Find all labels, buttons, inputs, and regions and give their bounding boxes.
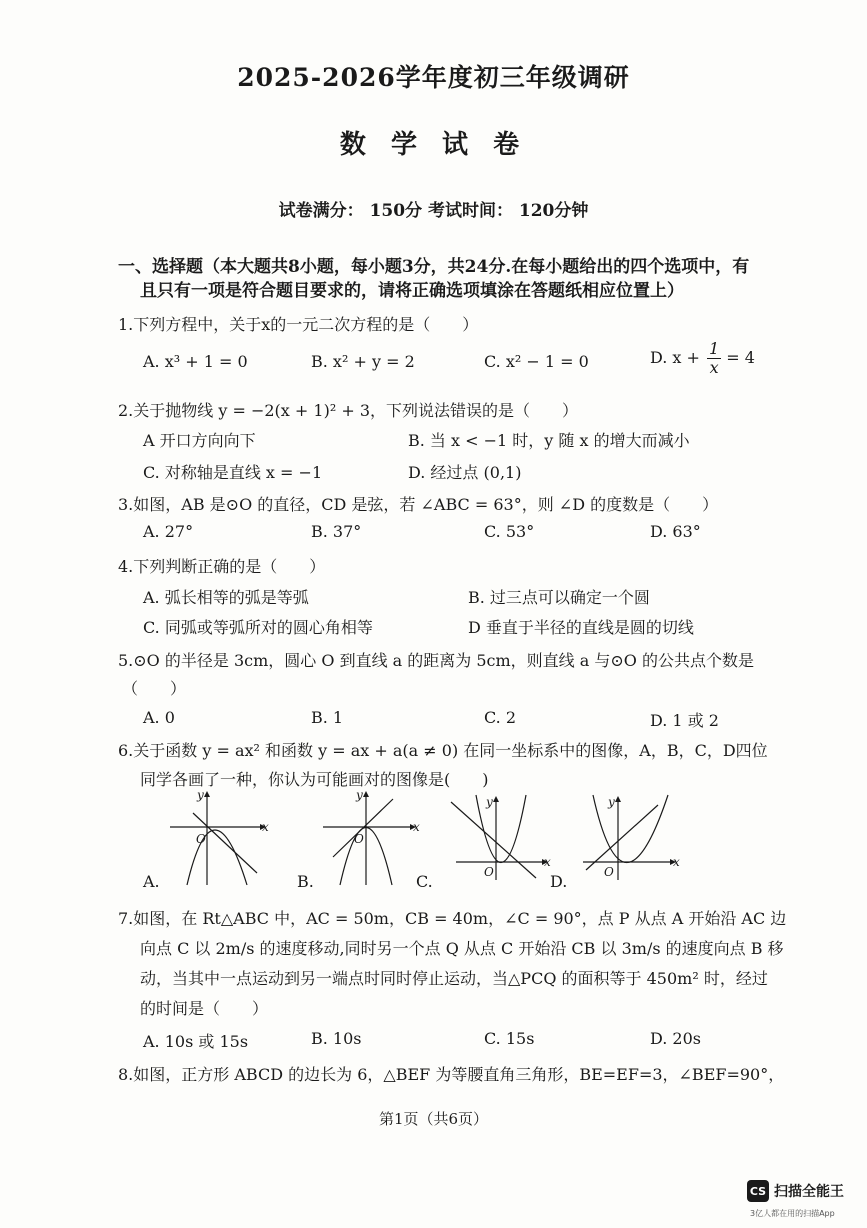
q7-stem-line2: 向点 C 以 2m/s 的速度移动,同时另一个点 Q 从点 C 开始沿 CB 以 3m/s 的速度向点 B 移 [140,939,784,958]
exam-info: 试卷满分： 150分 考试时间： 120分钟 [278,201,589,221]
q1-option-a: A. x³ + 1 = 0 [143,352,248,371]
q1-option-b: B. x² + y = 2 [311,352,415,371]
scanner-name: 扫描全能王 [774,1184,844,1200]
graph-d-origin: O [604,865,614,879]
q1-stem: 1.下列方程中，关于x的一元二次方程的是（ ） [118,315,479,334]
graph-c-y-label: y [486,795,493,809]
q1-fraction [707,340,721,377]
subject-title: 数 学 试 卷 [339,130,528,160]
q1-option-d-tail: = 4 [721,348,755,367]
scanner-tagline: 3亿人都在用的扫描App [750,1209,835,1218]
graph-c-origin: O [484,865,494,879]
graph-b-origin: O [354,832,364,846]
q7-option-c: C. 15s [484,1029,535,1048]
q5-option-d: D. 1 或 2 [650,711,719,730]
q6-stem-cont: 同学各画了一种，你认为可能画对的图像是( ) [140,770,489,789]
graph-a-origin: O [196,832,206,846]
section-heading-line2: 且只有一项是符合题目要求的，请将正确选项填涂在答题纸相应位置上） [140,281,684,301]
q2-option-d: D. 经过点 (0,1) [408,463,522,482]
q2-stem: 2.关于抛物线 y = −2(x + 1)² + 3，下列说法错误的是（ ） [118,401,578,420]
q4-option-a: A. 弧长相等的弧是等弧 [143,588,309,607]
exam-title: 2025-2026学年度初三年级调研 [237,63,630,92]
graph-d-x-label: x [673,855,680,869]
graph-d [578,790,688,885]
q5-option-c: C. 2 [484,708,517,727]
graph-b-y-label: y [356,788,363,802]
q4-option-b: B. 过三点可以确定一个圆 [468,588,650,607]
q5-option-a: A. 0 [143,708,175,727]
q1-option-c: C. x² − 1 = 0 [484,352,589,371]
q8-stem: 8.如图，正方形 ABCD 的边长为 6，△BEF 为等腰直角三角形，BE=EF=3，∠BEF=90°， [118,1065,785,1084]
q5-option-b: B. 1 [311,708,344,727]
q6-option-c: C. [416,872,433,891]
graph-c [446,790,556,885]
page-footer: 第1页（共6页） [378,1110,489,1128]
graph-b-x-label: x [413,820,420,834]
graph-d-y-label: y [608,795,615,809]
q2-option-a: A 开口方向向下 [143,431,256,450]
graph-a [165,785,270,890]
q6-option-a: A. [143,872,160,891]
q7-stem-line3: 动，当其中一点运动到另一端点时同时停止运动，当△PCQ 的面积等于 450m² 时，经过 [140,969,768,988]
q6-option-b: B. [297,872,314,891]
q1-option-d [650,340,755,377]
q3-option-a: A. 27° [143,522,194,541]
q7-option-d: D. 20s [650,1029,701,1048]
graph-a-x-label: x [262,820,269,834]
scanner-watermark [747,1180,844,1202]
q4-option-c: C. 同弧或等弧所对的圆心角相等 [143,618,373,637]
q7-option-b: B. 10s [311,1029,362,1048]
q5-stem-cont: （ ） [122,679,187,698]
q1-option-d-prefix: D. x + [650,348,706,367]
q5-stem: 5.⊙O 的半径是 3cm，圆心 O 到直线 a 的距离为 5cm，则直线 a 与⊙O 的公共点个数是 [118,651,754,670]
q4-option-d: D 垂直于半径的直线是圆的切线 [468,618,694,637]
graph-a-y-label: y [197,788,204,802]
q2-option-b: B. 当 x < −1 时，y 随 x 的增大而减小 [408,431,690,450]
q3-option-d: D. 63° [650,522,701,541]
graph-c-x-label: x [544,855,551,869]
scanner-logo-icon: CS [747,1180,769,1202]
q3-option-c: C. 53° [484,522,535,541]
q6-stem: 6.关于函数 y = ax² 和函数 y = ax + a(a ≠ 0) 在同一坐标系中的图像，A，B，C，D四位 [118,741,768,760]
q7-stem: 7.如图，在 Rt△ABC 中，AC = 50m，CB = 40m，∠C = 90°，点 P 从点 A 开始沿 AC 边 [118,909,787,928]
q6-option-d: D. [550,872,568,891]
q2-option-c: C. 对称轴是直线 x = −1 [143,463,323,482]
q1-frac-den: x [709,358,719,377]
q1-frac-num: 1 [709,339,720,358]
section-heading-line1: 一、选择题（本大题共8小题，每小题3分，共24分.在每小题给出的四个选项中，有 [118,257,750,277]
q3-option-b: B. 37° [311,522,362,541]
q7-stem-line4: 的时间是（ ） [140,999,269,1018]
q4-stem: 4.下列判断正确的是（ ） [118,557,326,576]
q3-stem: 3.如图，AB 是⊙O 的直径，CD 是弦，若 ∠ABC = 63°，则 ∠D 的度数是（ ） [118,495,719,514]
graph-b [318,785,423,890]
q7-option-a: A. 10s 或 15s [143,1032,249,1051]
